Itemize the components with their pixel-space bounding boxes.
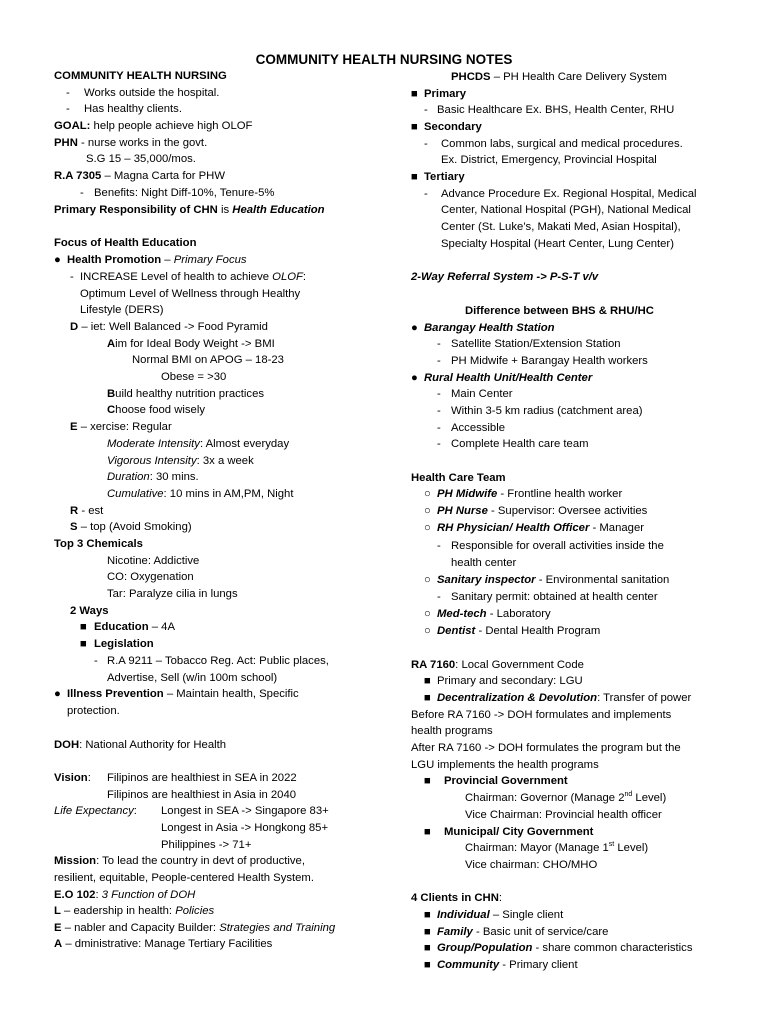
rhu-item: Rural Health Unit/Health Center xyxy=(424,372,593,384)
list-item: Main Center xyxy=(451,388,513,400)
circle-bullet: ○ xyxy=(424,488,431,500)
team-sanitary: Sanitary inspector - Environmental sanitation xyxy=(437,574,670,586)
square-bullet: ■ xyxy=(424,775,431,787)
sg-line: S.G 15 – 35,000/mos. xyxy=(86,153,196,165)
client-community: Community - Primary client xyxy=(437,959,578,971)
phcds-line: PHCDS – PH Health Care Delivery System xyxy=(451,71,667,83)
dash-bullet: - xyxy=(437,591,441,603)
dash-bullet: - xyxy=(424,104,428,116)
dash-bullet: - xyxy=(66,103,70,115)
team-dentist: Dentist - Dental Health Program xyxy=(437,625,601,637)
ders-r: R - est xyxy=(70,505,104,517)
chn-heading: COMMUNITY HEALTH NURSING xyxy=(54,70,227,82)
two-ways-heading: 2 Ways xyxy=(70,605,109,617)
optimum-line: Optimum Level of Wellness through Healthy xyxy=(80,288,301,300)
ders-build: Build healthy nutrition practices xyxy=(107,388,264,400)
life-exp-label: Life Expectancy: xyxy=(54,805,137,817)
square-bullet: ■ xyxy=(424,909,431,921)
duration-line: Duration: 30 mins. xyxy=(107,471,199,483)
municipal-government: Municipal/ City Government xyxy=(444,826,594,838)
mission-line: Mission: To lead the country in devt of productive, xyxy=(54,855,305,867)
referral-system: 2-Way Referral System -> P-S-T v/v xyxy=(411,271,599,283)
optimum-line: Lifestyle (DERS) xyxy=(80,304,164,316)
list-item: Basic Healthcare Ex. BHS, Health Center, RHU xyxy=(437,104,675,116)
vigorous-line: Vigorous Intensity: 3x a week xyxy=(107,455,254,467)
team-physician: RH Physician/ Health Officer - Manager xyxy=(437,522,644,534)
protection-line: protection. xyxy=(67,705,120,717)
square-bullet: ■ xyxy=(411,121,418,133)
provincial-government: Provincial Government xyxy=(444,775,568,787)
dash-bullet: - xyxy=(437,422,441,434)
ders-aim: Aim for Ideal Body Weight -> BMI xyxy=(107,338,275,350)
education-item: Education – 4A xyxy=(94,621,175,633)
secondary-level: Secondary xyxy=(424,121,482,133)
top3-heading: Top 3 Chemicals xyxy=(54,538,143,550)
square-bullet: ■ xyxy=(80,621,87,633)
dash-bullet: - xyxy=(437,438,441,450)
life-exp-line: Philippines -> 71+ xyxy=(161,839,252,851)
dash-bullet: - xyxy=(80,187,84,199)
team-nurse: PH Nurse - Supervisor: Oversee activities xyxy=(437,505,648,517)
list-item: Primary and secondary: LGU xyxy=(437,675,583,687)
ders-s: S – top (Avoid Smoking) xyxy=(70,521,192,533)
list-item: Sanitary permit: obtained at health center xyxy=(451,591,658,603)
circle-bullet: ○ xyxy=(424,574,431,586)
list-item: Center, National Hospital (PGH), National Medical xyxy=(441,204,691,216)
list-item: Satellite Station/Extension Station xyxy=(451,338,621,350)
after-line: After RA 7160 -> DOH formulates the program but the xyxy=(411,742,681,754)
client-family: Family - Basic unit of service/care xyxy=(437,926,609,938)
life-exp-line: Longest in SEA -> Singapore 83+ xyxy=(161,805,329,817)
primary-resp-line: Primary Responsibility of CHN is Health Education xyxy=(54,204,325,216)
dot-bullet: ● xyxy=(411,372,418,384)
doh-line: DOH: National Authority for Health xyxy=(54,739,227,751)
cumulative-line: Cumulative: 10 mins in AM,PM, Night xyxy=(107,488,294,500)
square-bullet: ■ xyxy=(80,638,87,650)
client-individual: Individual – Single client xyxy=(437,909,564,921)
square-bullet: ■ xyxy=(424,926,431,938)
increase-line: INCREASE Level of health to achieve OLOF: xyxy=(80,271,307,283)
primary-level: Primary xyxy=(424,88,467,100)
list-item: Works outside the hospital. xyxy=(84,87,220,99)
dot-bullet: ● xyxy=(54,254,61,266)
ra7160-line: RA 7160: Local Government Code xyxy=(411,659,584,671)
municipal-chairman: Chairman: Mayor (Manage 1st Level) xyxy=(465,841,649,854)
life-exp-line: Longest in Asia -> Hongkong 85+ xyxy=(161,822,329,834)
chemical-item: Tar: Paralyze cilia in lungs xyxy=(107,588,238,600)
list-item: health center xyxy=(451,557,517,569)
page-title: COMMUNITY HEALTH NURSING NOTES xyxy=(255,52,513,67)
dash-bullet: - xyxy=(66,87,70,99)
chemical-item: CO: Oxygenation xyxy=(107,571,194,583)
list-item: Center (St. Luke’s, Makati Med, Asian Hospital), xyxy=(441,221,681,233)
ra7305-line: R.A 7305 – Magna Carta for PHW xyxy=(54,170,225,182)
team-medtech: Med-tech - Laboratory xyxy=(437,608,551,620)
dot-bullet: ● xyxy=(54,688,61,700)
difference-heading: Difference between BHS & RHU/HC xyxy=(465,305,654,317)
square-bullet: ■ xyxy=(411,171,418,183)
circle-bullet: ○ xyxy=(424,522,431,534)
tertiary-level: Tertiary xyxy=(424,171,465,183)
dash-bullet: - xyxy=(437,540,441,552)
dash-bullet: - xyxy=(437,355,441,367)
vision-line: Filipinos are healthiest in Asia in 2040 xyxy=(107,789,297,801)
square-bullet: ■ xyxy=(424,692,431,704)
focus-heading: Focus of Health Education xyxy=(54,237,197,249)
legislation-item: Legislation xyxy=(94,638,154,650)
health-promotion: Health Promotion – Primary Focus xyxy=(67,254,247,266)
list-item: Benefits: Night Diff-10%, Tenure-5% xyxy=(94,187,275,199)
normal-bmi: Normal BMI on APOG – 18-23 xyxy=(132,354,284,366)
after-line: LGU implements the health programs xyxy=(411,759,599,771)
function-l: L – eadership in health: Policies xyxy=(54,905,215,917)
list-item: Within 3-5 km radius (catchment area) xyxy=(451,405,643,417)
client-group: Group/Population - share common characteristics xyxy=(437,942,693,954)
bhs-item: Barangay Health Station xyxy=(424,322,555,334)
before-line: health programs xyxy=(411,725,493,737)
before-line: Before RA 7160 -> DOH formulates and implements xyxy=(411,709,672,721)
dash-bullet: - xyxy=(437,338,441,350)
square-bullet: ■ xyxy=(411,88,418,100)
list-item: Advance Procedure Ex. Regional Hospital, Medical xyxy=(441,188,697,200)
list-item: Has healthy clients. xyxy=(84,103,182,115)
obese: Obese = >30 xyxy=(161,371,227,383)
ders-choose: Choose food wisely xyxy=(107,404,205,416)
decentralization-line: Decentralization & Devolution: Transfer of power xyxy=(437,692,692,704)
dash-bullet: - xyxy=(424,138,428,150)
list-item: Ex. District, Emergency, Provincial Hospital xyxy=(441,154,657,166)
ders-d: D – iet: Well Balanced -> Food Pyramid xyxy=(70,321,268,333)
list-item: Specialty Hospital (Heart Center, Lung Center) xyxy=(441,238,674,250)
mission-line: resilient, equitable, People-centered Health System. xyxy=(54,872,314,884)
circle-bullet: ○ xyxy=(424,608,431,620)
provincial-chairman: Chairman: Governor (Manage 2nd Level) xyxy=(465,791,667,804)
circle-bullet: ○ xyxy=(424,625,431,637)
phn-line: PHN - nurse works in the govt. xyxy=(54,137,208,149)
list-item: Complete Health care team xyxy=(451,438,589,450)
dot-bullet: ● xyxy=(411,322,418,334)
function-a: A – dministrative: Manage Tertiary Facilities xyxy=(54,938,273,950)
dash-bullet: - xyxy=(424,188,428,200)
provincial-vice: Vice Chairman: Provincial health officer xyxy=(465,809,662,821)
circle-bullet: ○ xyxy=(424,505,431,517)
square-bullet: ■ xyxy=(424,675,431,687)
list-item: Responsible for overall activities inside the xyxy=(451,540,664,552)
ra9211-line: R.A 9211 – Tobacco Reg. Act: Public places, xyxy=(107,655,329,667)
vision-label: Vision: xyxy=(54,772,91,784)
goal-line: GOAL: help people achieve high OLOF xyxy=(54,120,253,132)
dash-bullet: - xyxy=(437,388,441,400)
square-bullet: ■ xyxy=(424,826,431,838)
ders-e: E – xercise: Regular xyxy=(70,421,172,433)
team-heading: Health Care Team xyxy=(411,472,506,484)
square-bullet: ■ xyxy=(424,942,431,954)
team-midwife: PH Midwife - Frontline health worker xyxy=(437,488,623,500)
dash-bullet: - xyxy=(70,271,74,283)
list-item: PH Midwife + Barangay Health workers xyxy=(451,355,648,367)
clients-heading: 4 Clients in CHN: xyxy=(411,892,503,904)
function-e: E – nabler and Capacity Builder: Strategies and Training xyxy=(54,922,336,934)
chemical-item: Nicotine: Addictive xyxy=(107,555,200,567)
dash-bullet: - xyxy=(437,405,441,417)
eo-line: E.O 102: 3 Function of DOH xyxy=(54,889,196,901)
illness-prevention: Illness Prevention – Maintain health, Specific xyxy=(67,688,299,700)
vision-line: Filipinos are healthiest in SEA in 2022 xyxy=(107,772,297,784)
moderate-line: Moderate Intensity: Almost everyday xyxy=(107,438,290,450)
list-item: Accessible xyxy=(451,422,505,434)
square-bullet: ■ xyxy=(424,959,431,971)
list-item: Common labs, surgical and medical procedures. xyxy=(441,138,683,150)
municipal-vice: Vice chairman: CHO/MHO xyxy=(465,859,598,871)
dash-bullet: - xyxy=(94,655,98,667)
ra9211-line: Advertise, Sell (w/in 100m school) xyxy=(107,672,278,684)
